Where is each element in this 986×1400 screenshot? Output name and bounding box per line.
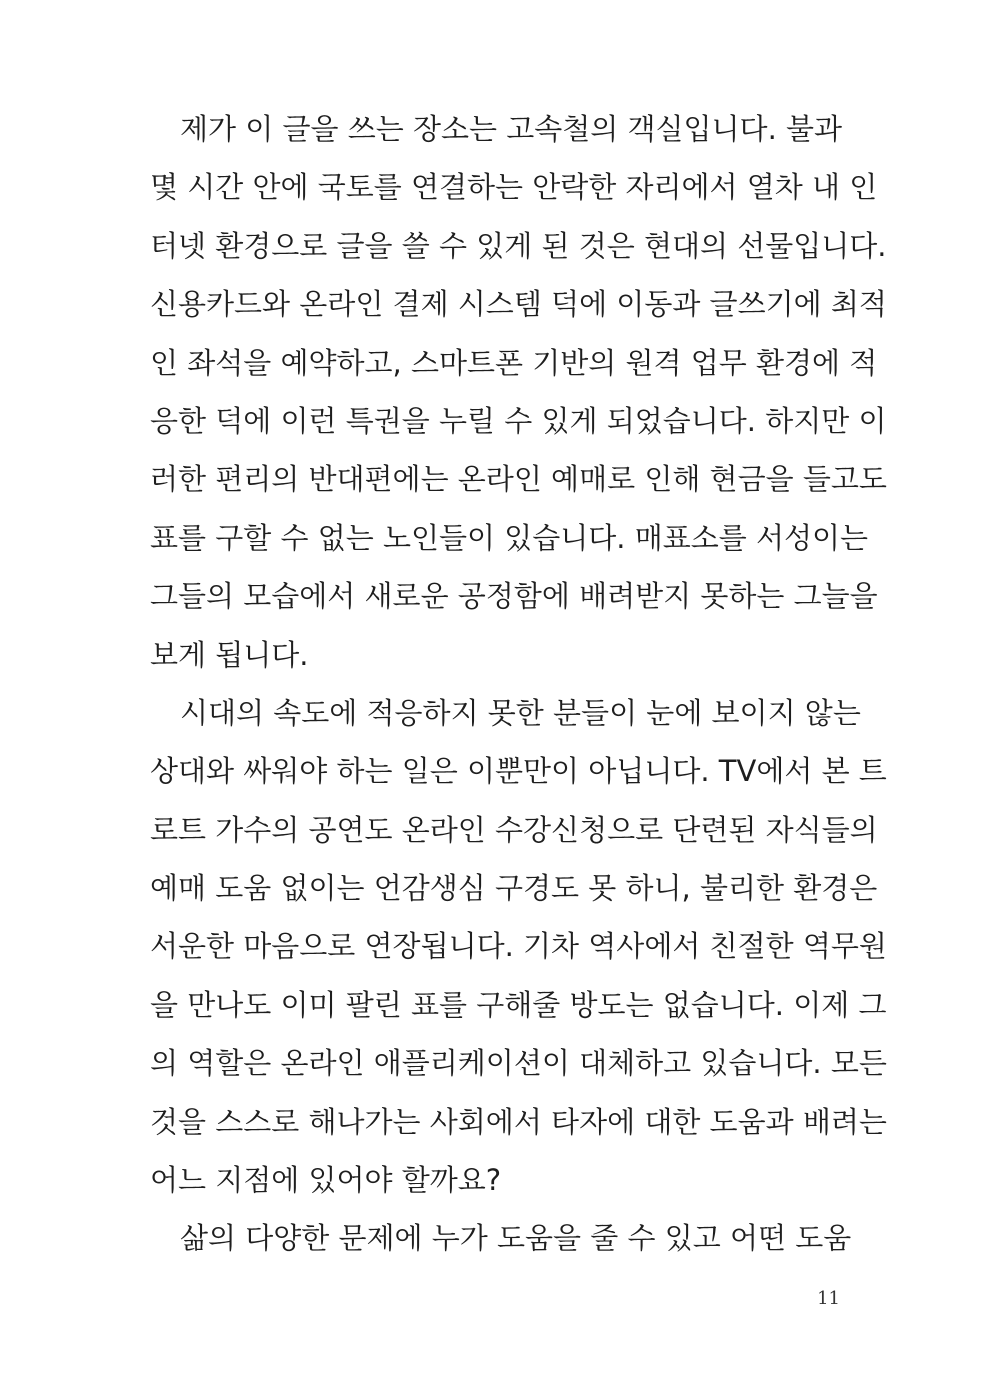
text-line: 삶의 다양한 문제에 누가 도움을 줄 수 있고 어떤 도움 <box>180 1221 852 1256</box>
text-line: 인 좌석을 예약하고, 스마트폰 기반의 원격 업무 환경에 적 <box>150 345 878 380</box>
text-line: 응한 덕에 이런 특권을 누릴 수 있게 되었습니다. 하지만 이 <box>150 403 887 438</box>
text-line: 시대의 속도에 적응하지 못한 분들이 눈에 보이지 않는 <box>180 695 861 730</box>
text-line: 것을 스스로 해나가는 사회에서 타자에 대한 도움과 배려는 <box>150 1104 887 1139</box>
text-line: 신용카드와 온라인 결제 시스템 덕에 이동과 글쓰기에 최적 <box>150 287 887 322</box>
text-line: 을 만나도 이미 팔린 표를 구해줄 방도는 없습니다. 이제 그 <box>150 987 887 1022</box>
text-line: 터넷 환경으로 글을 쓸 수 있게 된 것은 현대의 선물입니다. <box>150 228 887 263</box>
text-line: 몇 시간 안에 국토를 연결하는 안락한 자리에서 열차 내 인 <box>150 170 878 205</box>
body-text <box>150 100 887 1268</box>
text-line: 어느 지점에 있어야 할까요? <box>150 1163 502 1198</box>
text-line: 서운한 마음으로 연장됩니다. 기차 역사에서 친절한 역무원 <box>150 929 887 964</box>
text-line: 로트 가수의 공연도 온라인 수강신청으로 단련된 자식들의 <box>150 812 878 847</box>
text-line: 상대와 싸워야 하는 일은 이뿐만이 아닙니다. TV에서 본 트 <box>150 754 887 789</box>
page-number: 11 <box>817 1288 840 1309</box>
text-line: 표를 구할 수 없는 노인들이 있습니다. 매표소를 서성이는 <box>150 520 869 555</box>
text-line: 그들의 모습에서 새로운 공정함에 배려받지 못하는 그늘을 <box>150 579 878 614</box>
text-line: 러한 편리의 반대편에는 온라인 예매로 인해 현금을 들고도 <box>150 462 887 497</box>
text-line: 예매 도움 없이는 언감생심 구경도 못 하니, 불리한 환경은 <box>150 871 878 906</box>
text-line: 제가 이 글을 쓰는 장소는 고속철의 객실입니다. 불과 <box>180 112 843 146</box>
text-line: 의 역할은 온라인 애플리케이션이 대체하고 있습니다. 모든 <box>150 1046 887 1081</box>
text-line: 보게 됩니다. <box>150 637 309 672</box>
